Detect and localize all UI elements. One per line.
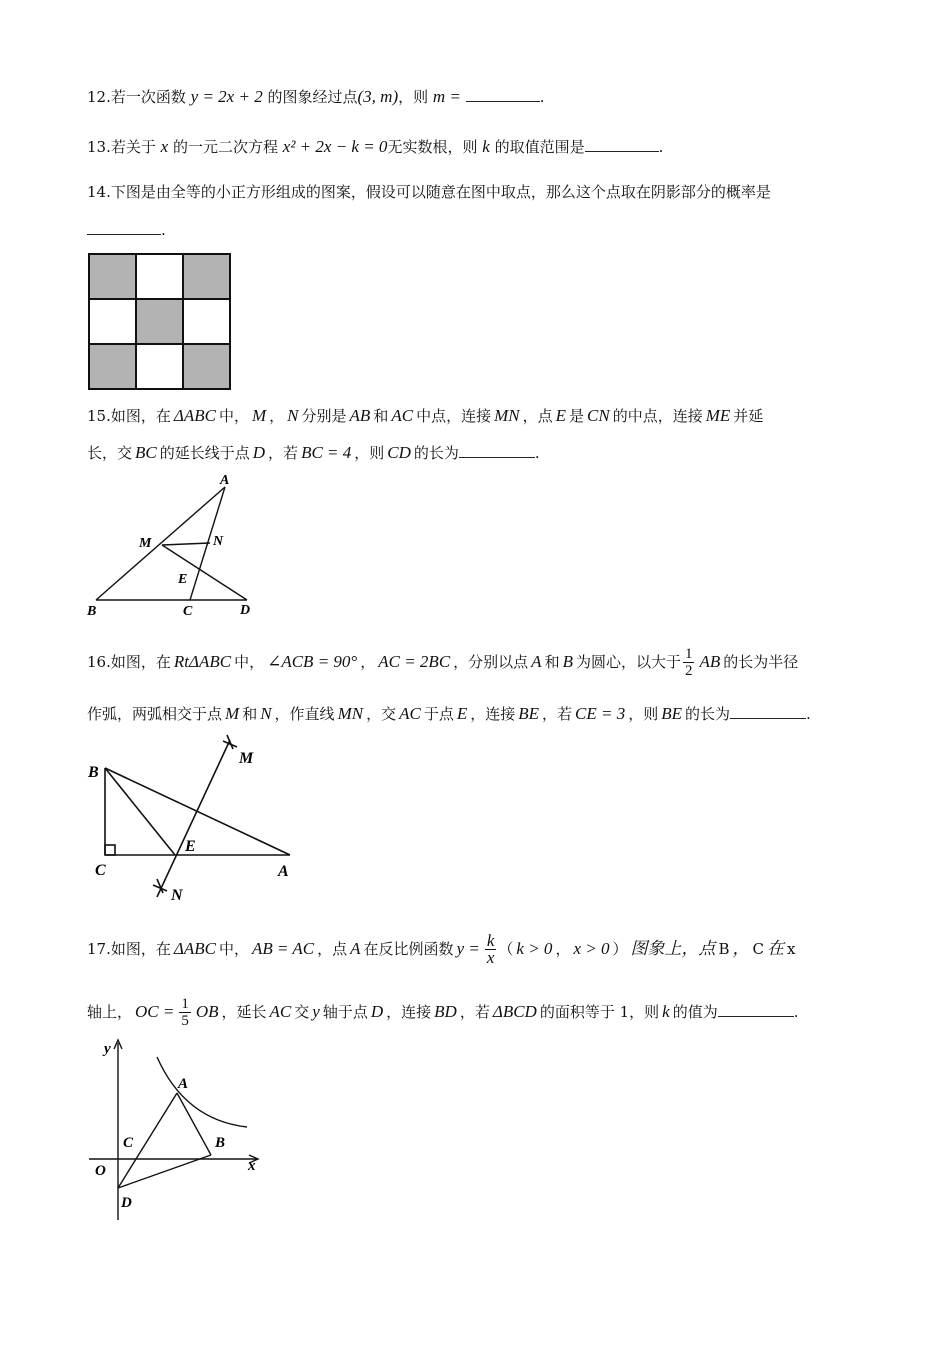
q12-text-1: 若一次函数 [110,88,186,106]
shaded-cell-2-2 [183,344,230,389]
q17-l2b-seg-0: OB [195,1001,219,1021]
q16-l2-seg-7: AC [399,704,421,723]
q17-l2b-seg-8: BD [434,1001,457,1021]
q16-l1a-seg-0: 如图，在 [110,652,171,671]
q16-frac-den: 2 [684,663,693,679]
q15-l1-seg-15: CN [587,406,610,425]
q16-l1a-seg-2: 中， [234,652,265,671]
q16-line-1a [87,653,681,671]
q17-l1a-seg-2: 中， [218,939,249,958]
white-cell-1-2 [183,299,230,344]
q14-grid-figure [88,253,232,391]
q15-l1-seg-16: 的中点，连接 [612,407,703,425]
q16-l2-seg-10: ，连接 [470,705,516,723]
q17-l1a-seg-1: ΔABC [173,938,216,958]
q17-label-o: O [95,1163,106,1179]
q17-l2b-seg-10: ΔBCD [492,1001,537,1021]
q14-answer-blank[interactable] [87,220,161,235]
q17-l1b-seg-1: k > 0 [516,938,553,958]
q17-l1b-seg-8: C [752,939,765,958]
q17-line-2a [87,1003,177,1021]
q14-text: 下图是由全等的小正方形组成的图案，假设可以随意在图中取点，那么这个点取在阴影部分的概率是 [110,183,771,201]
q15-answer-end: . [534,444,540,462]
q15-l2-seg-1: BC [135,443,157,462]
q15-l1-seg-18: 并延 [733,407,764,425]
q16-l1b-seg-1: 的长为半径 [723,652,799,671]
q16-l2-seg-8: 于点 [423,705,454,723]
q15-label-n: N [213,534,224,549]
q15-l1-seg-11: MN [494,406,520,425]
q15-l1-seg-3: M [251,406,267,425]
q17-l1a-seg-5: A [350,938,361,958]
shaded-cell-2-0 [89,344,136,389]
q15-l1-seg-4: ， [269,407,285,425]
q16-l2-seg-6: ，交 [366,705,397,723]
q15-l2-seg-3: D [252,443,266,462]
q17-l1b-seg-7: ， [732,938,750,958]
question-16-line-1 [87,646,798,679]
q15-l1-seg-9: AC [391,406,414,425]
q13-text-2: 的一元二次方程 [172,138,278,156]
q16-l1a-seg-5: AC = 2BC [378,651,451,671]
q16-triangle-figure [85,735,305,905]
q16-fraction-half [683,646,695,679]
q17-label-y: y [104,1041,111,1057]
q15-l2-seg-6: ，则 [354,444,385,462]
q12-end: . [539,88,545,106]
q17-l1a-seg-7: y = [456,938,480,958]
q17-fraction-one-fifth [179,996,191,1029]
q17-l2b-seg-4: y [312,1001,320,1021]
q16-l2-seg-5: MN [337,704,364,723]
white-cell-2-1 [136,344,183,389]
q15-l1-seg-14: 是 [568,407,584,425]
question-17-line-1 [87,933,795,966]
q13-number: 13. [87,138,111,156]
q16-label-a: A [278,863,289,880]
q15-l2-seg-7: CD [387,443,411,462]
q16-l2-seg-12: ，若 [542,705,573,723]
q17-frac-num: k [486,931,495,950]
q16-line-mn [157,740,230,897]
question-14-answer-line [87,219,166,241]
q17-l2b-seg-12: k [662,1001,670,1021]
q17-l1b-seg-6: B [718,939,730,958]
q12-point: (3, m) [357,87,399,106]
q15-l1-seg-7: AB [349,406,371,425]
q17-label-b: B [215,1135,226,1151]
q13-end: . [658,138,664,156]
q15-label-d: D [240,603,251,618]
q16-l1a-seg-6: ，分别以点 [453,652,529,671]
q13-answer-blank[interactable] [585,137,659,152]
q15-l1-seg-12: ，点 [522,407,553,425]
q17-answer-end: . [793,1002,799,1021]
q15-l1-seg-8: 和 [373,407,389,425]
q13-text-4: 的取值范围是 [494,138,585,156]
q15-l2-seg-2: 的延长线于点 [159,444,250,462]
q17-frac2-den: 5 [181,1013,189,1029]
q13-text-1: 若关于 [110,138,156,156]
q17-l1a-seg-3: AB = AC [251,938,315,958]
q15-l1-seg-13: E [555,406,566,425]
question-15-line-1 [87,405,763,427]
q17-line-1b [498,940,795,958]
q15-l2-seg-8: 的长为 [413,444,459,462]
q16-l2-seg-15: BE [661,704,683,723]
q17-l2b-seg-5: 轴于点 [322,1002,368,1021]
q16-label-c: C [95,862,106,879]
q13-x: x [160,137,169,156]
q16-l1a-seg-7: A [531,651,542,671]
q17-l2b-seg-13: 的值为 [672,1002,718,1021]
q16-label-e: E [185,838,196,855]
q17-l1b-seg-4: ） [612,939,628,958]
white-cell-1-0 [89,299,136,344]
q15-triangle-figure [80,470,270,620]
q17-segment-db [118,1155,211,1188]
q15-l1-seg-1: ΔABC [173,406,216,425]
q15-number: 15. [87,407,111,425]
q16-answer-end: . [806,705,811,723]
q17-l2b-seg-2: AC [269,1001,292,1021]
q16-l2-seg-11: BE [518,704,540,723]
q17-l1a-seg-0: 如图，在 [110,939,171,958]
q17-l1b-seg-10: x [787,939,796,958]
q17-l1b-seg-9: 在 [767,938,785,958]
q15-l1-seg-0: 如图，在 [110,407,171,425]
q17-label-c: C [123,1135,134,1151]
q16-label-n: N [171,887,183,904]
q12-text-2: 的图象经过点 [267,88,358,106]
q17-frac-den: x [486,948,495,967]
q15-l1-seg-17: ME [705,406,731,425]
q16-l2-seg-13: CE = 3 [575,704,626,723]
q16-segment-be [105,768,175,855]
q17-l2b-seg-6: D [370,1001,384,1021]
q17-coordinate-figure [85,1035,275,1225]
q16-l1a-seg-3: ∠ACB = 90° [267,651,358,671]
q15-l1-seg-5: N [287,406,299,425]
q16-l2-seg-2: 和 [242,705,258,723]
q16-l1a-seg-9: B [562,651,573,671]
q12-text-3: ，则 [398,88,429,106]
question-14 [87,181,771,203]
q16-l2-seg-9: E [456,704,468,723]
q17-l1a-seg-6: 在反比例函数 [363,939,454,958]
q17-l2b-seg-11: 的面积等于 1，则 [539,1002,660,1021]
q13-equation: x² + 2x − k = 0 [282,137,388,156]
q16-number: 16. [87,652,111,671]
q17-hyperbola [157,1057,247,1127]
q17-l2b-seg-3: 交 [294,1002,310,1021]
q15-l2-seg-4: ，若 [268,444,299,462]
q12-function: y = 2x + 2 [190,87,263,106]
q13-k: k [482,137,490,156]
shaded-cell-0-2 [183,254,230,299]
q17-label-x: x [248,1158,256,1174]
q15-label-c: C [183,604,193,619]
q12-number: 12. [87,88,111,106]
q17-fraction-k-over-x [485,933,497,966]
q17-l1b-seg-5: 图象上，点 [630,938,716,958]
q17-l1a-seg-4: ，点 [317,939,348,958]
q15-label-e: E [178,572,188,587]
q15-l2-seg-0: 长，交 [87,444,133,462]
q17-l2b-seg-1: ，延长 [221,1002,267,1021]
q16-answer-blank[interactable] [730,704,806,719]
q17-l1b-seg-3: x > 0 [573,938,610,958]
q16-right-angle-mark [105,845,115,855]
q14-number: 14. [87,183,111,201]
q17-l1b-seg-0: （ [498,939,514,958]
q16-l1a-seg-10: 为圆心，以大于 [575,652,681,671]
q17-frac2-num: 1 [181,996,189,1012]
q15-l2-seg-5: BC = 4 [301,443,352,462]
q16-l2-seg-3: N [260,704,272,723]
q16-l1b-seg-0: AB [699,651,721,671]
q17-line-2b [193,1003,799,1021]
q12-var: m = [432,87,461,106]
q17-l2b-seg-9: ，若 [459,1002,490,1021]
question-13 [87,136,663,158]
q17-label-a: A [178,1076,189,1092]
q15-answer-blank[interactable] [459,443,535,458]
q16-frac-num: 1 [684,646,693,662]
shaded-cell-0-0 [89,254,136,299]
q15-label-m: M [139,536,152,551]
q16-l1a-seg-1: RtΔABC [173,651,232,671]
q17-number: 17. [87,939,111,958]
question-12 [87,86,544,108]
q14-end: . [161,221,166,239]
q17-side-ab [177,1093,211,1155]
q16-l2-seg-16: 的长为 [685,705,731,723]
q16-l2-seg-4: ，作直线 [274,705,335,723]
q17-l1b-seg-2: ， [555,939,571,958]
q17-l2a-seg-0: 轴上， [87,1002,133,1021]
q17-label-d: D [121,1195,132,1211]
question-15-line-2 [87,442,540,464]
q13-text-3: 无实数根，则 [387,138,478,156]
q16-l2-seg-1: M [225,704,240,723]
q12-answer-blank[interactable] [466,87,540,102]
q17-l2b-seg-7: ，连接 [386,1002,432,1021]
white-cell-0-1 [136,254,183,299]
q17-l2a-seg-1: OC = [135,1001,175,1021]
q16-arc-mark-m2 [227,735,233,749]
q15-l1-seg-6: 分别是 [301,407,347,425]
q15-label-b: B [87,604,97,619]
q17-answer-blank[interactable] [718,1002,794,1017]
q16-l1a-seg-8: 和 [544,652,560,671]
q16-line-1b [696,653,798,671]
q16-l1a-seg-4: ， [360,652,376,671]
q17-line-1a [87,940,483,958]
q16-l2-seg-14: ，则 [628,705,659,723]
q15-l1-seg-10: 中点，连接 [416,407,492,425]
q15-l1-seg-2: 中， [218,407,249,425]
q15-label-a: A [220,473,230,488]
shaded-cell-1-1 [136,299,183,344]
question-17-line-2 [87,996,798,1029]
q15-segment-mn [162,543,210,545]
question-16-line-2 [87,703,811,725]
q16-label-m: M [239,750,254,767]
q16-label-b: B [88,764,99,781]
q16-l2-seg-0: 作弧，两弧相交于点 [87,705,223,723]
